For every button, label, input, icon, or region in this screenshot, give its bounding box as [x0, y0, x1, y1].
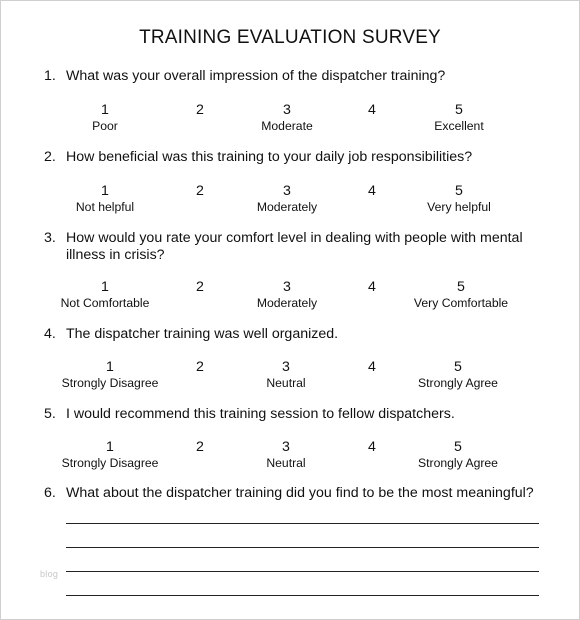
rating-number: 5 — [455, 102, 463, 118]
rating-number: 4 — [368, 359, 376, 375]
rating-number: 2 — [196, 439, 204, 455]
rating-scale-3 — [1, 279, 579, 315]
rating-label: Excellent — [434, 119, 484, 133]
watermark-text: blog — [40, 569, 59, 579]
rating-number: 5 — [454, 359, 462, 375]
rating-number: 3 — [283, 102, 291, 118]
answer-line-2[interactable] — [66, 547, 539, 548]
rating-number: 3 — [283, 183, 291, 199]
answer-line-4[interactable] — [66, 595, 539, 596]
rating-label: Neutral — [266, 376, 306, 390]
rating-number: 2 — [196, 102, 204, 118]
question-number: 4. — [44, 326, 56, 342]
answer-line-1[interactable] — [66, 523, 539, 524]
question-number: 3. — [44, 230, 56, 246]
rating-option-5[interactable] — [373, 439, 543, 471]
rating-number: 2 — [196, 183, 204, 199]
rating-option-5[interactable] — [374, 183, 544, 215]
rating-label: Not helpful — [75, 200, 135, 214]
question-4 — [44, 326, 549, 343]
rating-label: Moderately — [256, 200, 318, 214]
rating-label: Strongly Agree — [418, 456, 498, 470]
rating-option-5[interactable] — [374, 102, 544, 134]
question-number: 1. — [44, 68, 56, 84]
rating-number: 5 — [455, 183, 463, 199]
page-title: TRAINING EVALUATION SURVEY — [139, 27, 441, 48]
rating-number: 3 — [283, 279, 291, 295]
rating-number: 2 — [196, 359, 204, 375]
question-number: 2. — [44, 149, 56, 165]
rating-scale-1 — [1, 102, 579, 138]
rating-scale-2 — [1, 183, 579, 219]
question-2 — [44, 149, 549, 166]
rating-number: 5 — [454, 439, 462, 455]
question-text: What was your overall impression of the dispatcher training? — [66, 68, 446, 84]
rating-label: Strongly Agree — [418, 376, 498, 390]
rating-number: 4 — [368, 102, 376, 118]
rating-label: Poor — [92, 119, 118, 133]
question-1 — [44, 68, 549, 85]
rating-label: Neutral — [266, 456, 306, 470]
rating-number: 4 — [368, 439, 376, 455]
rating-option-5[interactable] — [373, 359, 543, 391]
rating-number: 4 — [368, 279, 376, 295]
question-text: How would you rate your comfort level in dealing with people with mental illness in crisis? — [66, 230, 523, 263]
rating-label: Not Comfortable — [60, 296, 150, 310]
rating-label: Very Comfortable — [413, 296, 509, 310]
rating-number: 1 — [101, 279, 109, 295]
question-text: How beneficial was this training to your daily job responsibilities? — [66, 149, 473, 165]
rating-number: 3 — [282, 439, 290, 455]
question-5 — [44, 406, 549, 423]
rating-number: 1 — [101, 102, 109, 118]
rating-number: 3 — [282, 359, 290, 375]
rating-label: Strongly Disagree — [61, 376, 159, 390]
rating-number: 2 — [196, 279, 204, 295]
rating-label: Moderately — [256, 296, 318, 310]
question-number: 5. — [44, 406, 56, 422]
question-3 — [44, 230, 549, 263]
question-text: What about the dispatcher training did you find to be the most meaningful? — [66, 485, 534, 501]
rating-label: Moderate — [261, 119, 313, 133]
rating-scale-4 — [1, 359, 579, 395]
answer-line-3[interactable] — [66, 571, 539, 572]
rating-scale-5 — [1, 439, 579, 475]
question-number: 6. — [44, 485, 56, 501]
question-text: I would recommend this training session to fellow dispatchers. — [66, 406, 455, 422]
rating-number: 4 — [368, 183, 376, 199]
rating-label: Strongly Disagree — [61, 456, 159, 470]
rating-label: Very helpful — [427, 200, 491, 214]
rating-number: 1 — [101, 183, 109, 199]
rating-number: 5 — [457, 279, 465, 295]
rating-option-5[interactable] — [376, 279, 546, 311]
question-6 — [44, 485, 549, 502]
rating-number: 1 — [106, 359, 114, 375]
question-text: The dispatcher training was well organized. — [66, 326, 339, 342]
rating-number: 1 — [106, 439, 114, 455]
